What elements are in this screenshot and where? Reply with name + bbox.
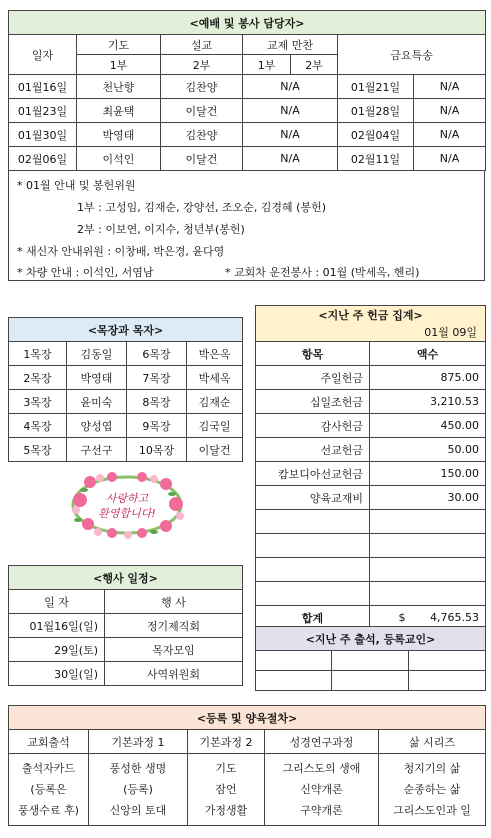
cell-group: 8목장: [127, 390, 187, 414]
offering-title: <지난 주 헌금 집계>: [256, 306, 486, 324]
cell-leader: 박은옥: [187, 342, 243, 366]
cell-life-series: [379, 754, 486, 826]
cell-group: 5목장: [9, 438, 67, 462]
cell-item: 감사헌금: [256, 414, 370, 438]
cell-group: 9목장: [127, 414, 187, 438]
note-line: 1부 : 고성임, 김재순, 강양선, 조오순, 김경혜 (봉헌): [77, 201, 327, 214]
table-row: [9, 614, 243, 638]
cell-date: 29일(토): [9, 638, 105, 662]
total-value: 4,765.53: [406, 606, 486, 630]
cell-friday-value: N/A: [414, 75, 486, 99]
table-row-empty: [256, 558, 486, 582]
cell-friday-date: 01월28일: [338, 99, 414, 123]
col-amount-header: 액수: [370, 342, 486, 366]
attendance-title: <지난 주 출석, 등록교인>: [256, 627, 486, 651]
cell-church-attendance: [9, 754, 89, 826]
list-item: (등록은: [30, 783, 67, 796]
list-item: 기도: [215, 762, 237, 775]
cell-amount: 875.00: [370, 366, 486, 390]
service-assignments-section: [8, 10, 485, 281]
cell-friday-value: N/A: [414, 123, 486, 147]
cell-amount: 50.00: [370, 438, 486, 462]
cell-amount: 450.00: [370, 414, 486, 438]
cell-friday-value: N/A: [414, 99, 486, 123]
sub-header-1: 1부: [77, 55, 161, 75]
welcome-wreath-image: [62, 470, 192, 540]
table-row: [9, 414, 243, 438]
cell-group: 10목장: [127, 438, 187, 462]
col-item-header: 항목: [256, 342, 370, 366]
cell-prayer: 최윤택: [77, 99, 161, 123]
list-item: 청지기의 삶: [403, 762, 461, 775]
list-item: 그리스도의 생애: [282, 762, 361, 775]
cell-item: 선교헌금: [256, 438, 370, 462]
attendance-section: [255, 626, 485, 691]
list-item: 풍성한 생명: [109, 762, 167, 775]
table-row: [9, 662, 243, 686]
table-row: [9, 147, 486, 171]
cell-friday-date: 01월21일: [338, 75, 414, 99]
list-item: (등록): [123, 783, 153, 796]
cell-item: 캄보디아선교헌금: [256, 462, 370, 486]
col-friday-header: 금요특송: [338, 35, 486, 75]
service-table: [8, 10, 486, 171]
cell-leader: 양성엽: [67, 414, 127, 438]
cell-item: 십일조헌금: [256, 390, 370, 414]
header-church-attendance: 교회출석: [9, 730, 89, 754]
registration-table: [8, 705, 486, 826]
cell-leader: 김국일: [187, 414, 243, 438]
cell-item: 주일헌금: [256, 366, 370, 390]
sub-header-ex1: 1부: [243, 55, 291, 75]
sub-header-ex2: 2부: [291, 55, 338, 75]
list-item: 순종하는 삶: [403, 783, 461, 796]
table-row: [9, 366, 243, 390]
list-item: 신앙의 토대: [109, 804, 167, 817]
table-row: [256, 486, 486, 510]
offering-section: [255, 305, 485, 630]
col-sermon-header: 설교: [161, 35, 243, 55]
cell-amount: 150.00: [370, 462, 486, 486]
events-section: [8, 565, 242, 686]
table-row: [256, 390, 486, 414]
list-item: 신약개론: [300, 783, 343, 796]
table-row: [256, 438, 486, 462]
table-row: [9, 638, 243, 662]
table-row: [9, 99, 486, 123]
list-item: 구약개론: [300, 804, 343, 817]
cell-group: 3목장: [9, 390, 67, 414]
cell-item: 양육교재비: [256, 486, 370, 510]
col-date-header: 일 자: [9, 590, 105, 614]
header-life-series: 삶 시리즈: [379, 730, 486, 754]
cell-leader: 구선구: [67, 438, 127, 462]
total-label: 합계: [256, 606, 370, 630]
list-item: 잠언: [215, 783, 237, 796]
cell-date: 30일(일): [9, 662, 105, 686]
note-line: 2부 : 이보연, 이지수, 청년부(봉헌): [77, 223, 245, 236]
cell-leader: 박영태: [67, 366, 127, 390]
events-table: [8, 565, 243, 686]
cell-date: 01월16일(일): [9, 614, 105, 638]
table-row: [9, 390, 243, 414]
cell-exchange: N/A: [243, 75, 338, 99]
wreath-text-1: 사랑하고: [105, 492, 149, 505]
header-basic-1: 기본과정 1: [89, 730, 188, 754]
cell-date: 01월30일: [9, 123, 77, 147]
cell-friday-date: 02월11일: [338, 147, 414, 171]
service-title: <예배 및 봉사 담당자>: [9, 11, 486, 35]
cell-group: 6목장: [127, 342, 187, 366]
cell-basic-2: [188, 754, 265, 826]
total-currency: $: [370, 606, 406, 630]
list-item: 그리스도인과 일: [393, 804, 471, 817]
cell-event: 사역위원회: [105, 662, 243, 686]
registration-section: [8, 705, 485, 826]
attendance-table: [255, 626, 486, 691]
cell-event: 정기제직회: [105, 614, 243, 638]
table-row: [9, 342, 243, 366]
events-title: <행사 일정>: [9, 566, 243, 590]
table-row: [256, 366, 486, 390]
cell-friday-value: N/A: [414, 147, 486, 171]
cell-leader: 윤미숙: [67, 390, 127, 414]
note-line: * 교회차 운전봉사 : 01월 (박세옥, 헨리): [225, 266, 420, 279]
note-line: * 차량 안내 : 이석인, 서염남: [17, 266, 154, 279]
table-row: [9, 438, 243, 462]
cell-bible-study: [265, 754, 379, 826]
note-line: * 새신자 안내위원 : 이창배, 박은경, 윤다영: [17, 245, 225, 258]
cell-group: 7목장: [127, 366, 187, 390]
cell-date: 01월16일: [9, 75, 77, 99]
table-row-empty: [256, 582, 486, 606]
list-item: 출석자카드: [21, 762, 76, 775]
table-row-empty: [256, 534, 486, 558]
cell-basic-1: [89, 754, 188, 826]
offering-table: [255, 305, 486, 630]
table-row-empty: [256, 651, 486, 671]
cell-amount: 30.00: [370, 486, 486, 510]
pastors-table: [8, 317, 243, 462]
cell-prayer: 이석인: [77, 147, 161, 171]
cell-exchange: N/A: [243, 99, 338, 123]
table-row-empty: [256, 671, 486, 691]
cell-exchange: N/A: [243, 123, 338, 147]
pastors-title: <목장과 목자>: [9, 318, 243, 342]
cell-sermon: 김찬양: [161, 75, 243, 99]
cell-prayer: 천난향: [77, 75, 161, 99]
table-row-empty: [256, 510, 486, 534]
cell-sermon: 이달건: [161, 99, 243, 123]
cell-leader: 이달건: [187, 438, 243, 462]
sub-header-2: 2부: [161, 55, 243, 75]
table-row: [256, 462, 486, 486]
cell-sermon: 이달건: [161, 147, 243, 171]
offering-date: 01월 09일: [256, 324, 486, 342]
cell-friday-date: 02월04일: [338, 123, 414, 147]
cell-prayer: 박영태: [77, 123, 161, 147]
header-basic-2: 기본과정 2: [188, 730, 265, 754]
col-prayer-header: 기도: [77, 35, 161, 55]
service-notes: [8, 171, 485, 281]
col-event-header: 행 사: [105, 590, 243, 614]
flower-wreath-icon: [62, 470, 192, 540]
cell-leader: 박세옥: [187, 366, 243, 390]
cell-group: 2목장: [9, 366, 67, 390]
col-date-header: 일자: [9, 35, 77, 75]
header-bible-study: 성경연구과정: [265, 730, 379, 754]
registration-title: <등록 및 양육절차>: [9, 706, 486, 730]
cell-amount: 3,210.53: [370, 390, 486, 414]
table-row: [256, 414, 486, 438]
table-row: [9, 123, 486, 147]
cell-leader: 김동일: [67, 342, 127, 366]
cell-sermon: 김찬양: [161, 123, 243, 147]
wreath-text-2: 환영합니다!: [98, 507, 156, 520]
pastors-section: [8, 317, 242, 462]
note-line: * 01월 안내 및 봉헌위원: [17, 179, 136, 192]
cell-date: 02월06일: [9, 147, 77, 171]
cell-leader: 김재순: [187, 390, 243, 414]
cell-date: 01월23일: [9, 99, 77, 123]
list-item: 가정생활: [204, 804, 248, 817]
table-row: [9, 75, 486, 99]
cell-group: 4목장: [9, 414, 67, 438]
col-exchange-header: 교제 만찬: [243, 35, 338, 55]
list-item: 풍생수료 후): [18, 804, 79, 817]
cell-group: 1목장: [9, 342, 67, 366]
cell-event: 목자모임: [105, 638, 243, 662]
cell-exchange: N/A: [243, 147, 338, 171]
